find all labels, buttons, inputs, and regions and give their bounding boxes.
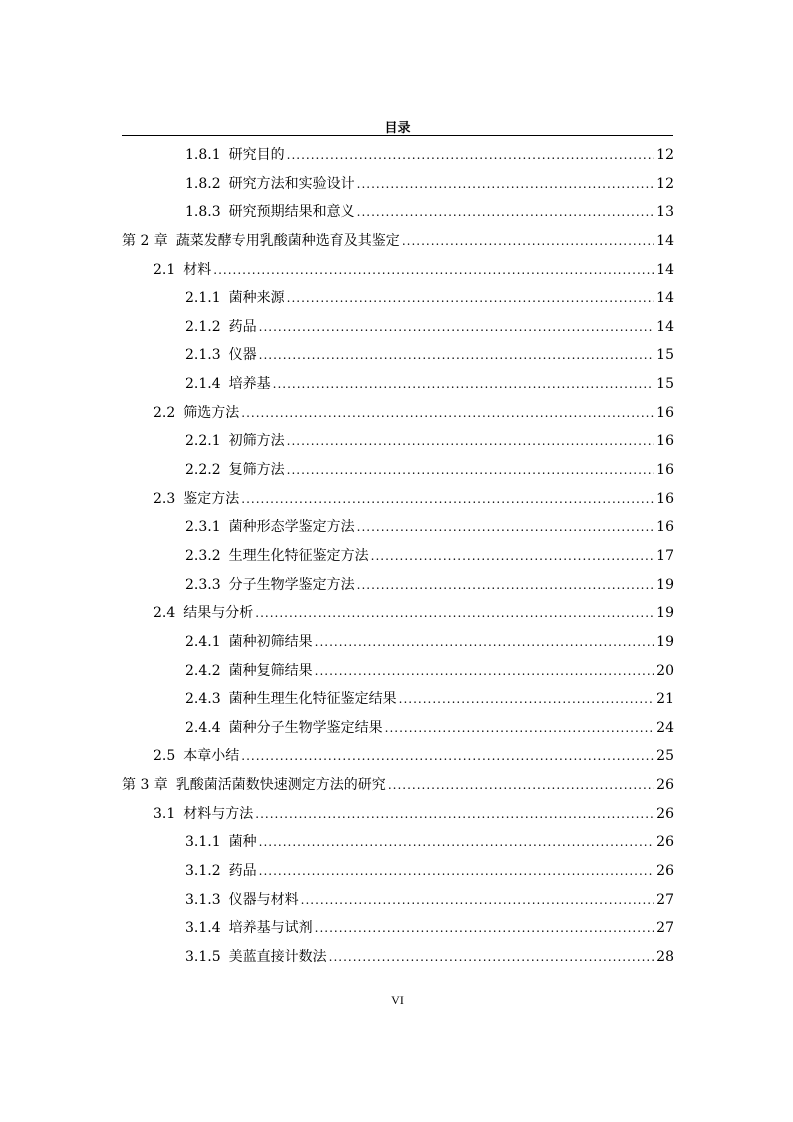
- toc-entry[interactable]: [122, 571, 674, 600]
- toc-entry[interactable]: [122, 914, 674, 943]
- toc-entry[interactable]: [122, 141, 674, 170]
- toc-entry-number: 1.8.3: [185, 204, 221, 221]
- toc-entry-page: 21: [656, 691, 674, 708]
- toc-entry-page: 25: [656, 748, 674, 765]
- toc-entry-page: 19: [656, 633, 674, 650]
- toc-dot-leader: [287, 284, 655, 313]
- toc-entry-title: 初筛方法: [228, 433, 285, 450]
- toc-dot-leader: [315, 628, 655, 657]
- toc-dot-leader: [241, 399, 654, 428]
- toc-entry[interactable]: [122, 513, 674, 542]
- toc-entry[interactable]: [122, 399, 674, 428]
- toc-entry-number: 2.4.1: [185, 633, 221, 650]
- toc-dot-leader: [259, 341, 655, 370]
- toc-dot-leader: [259, 857, 655, 886]
- toc-dot-leader: [388, 771, 654, 800]
- toc-entry[interactable]: [122, 227, 674, 256]
- toc-dot-leader: [357, 198, 655, 227]
- toc-dot-leader: [287, 456, 655, 485]
- toc-entry[interactable]: [122, 198, 674, 227]
- toc-entry-title: 菌种: [228, 834, 257, 851]
- toc-entry-title: 本章小结: [183, 748, 240, 765]
- toc-entry-page: 19: [656, 576, 674, 593]
- toc-entry[interactable]: [122, 542, 674, 571]
- toc-entry-number: 3.1.2: [185, 863, 221, 880]
- toc-entry-number: 2.3.3: [185, 576, 221, 593]
- page-header-title: 目录: [384, 121, 411, 136]
- toc-entry-number: 2.3: [153, 490, 176, 507]
- toc-entry-title: 仪器: [228, 347, 257, 364]
- toc-entry-number: 2.2.1: [185, 433, 221, 450]
- toc-entry-number: 3.1.5: [185, 948, 221, 965]
- toc-entry[interactable]: [122, 828, 674, 857]
- toc-entry-number: 3.1: [153, 805, 176, 822]
- toc-dot-leader: [213, 256, 654, 285]
- toc-entry-page: 16: [656, 462, 674, 479]
- toc-entry-number: 3.1.1: [185, 834, 221, 851]
- toc-entry-page: 14: [656, 290, 674, 307]
- toc-dot-leader: [329, 943, 655, 972]
- toc-entry-page: 14: [656, 261, 674, 278]
- toc-entry-page: 26: [656, 863, 674, 880]
- toc-entry[interactable]: [122, 256, 674, 285]
- toc-entry[interactable]: [122, 943, 674, 972]
- toc-entry-title: 结果与分析: [183, 605, 254, 622]
- toc-entry-number: 3.1.3: [185, 891, 221, 908]
- toc-entry-title: 研究方法和实验设计: [228, 175, 355, 192]
- toc-entry-number: 2.1: [153, 261, 176, 278]
- toc-entry-number: 2.4.2: [185, 662, 221, 679]
- toc-entry-number: 2.4.3: [185, 691, 221, 708]
- toc-dot-leader: [287, 427, 655, 456]
- toc-entry-page: 13: [656, 204, 674, 221]
- toc-entry-title: 药品: [228, 863, 257, 880]
- toc-dot-leader: [371, 542, 655, 571]
- toc-entry-number: 3.1.4: [185, 920, 221, 937]
- toc-dot-leader: [273, 370, 655, 399]
- toc-entry-number: 2.1.2: [185, 318, 221, 335]
- toc-entry-title: 研究预期结果和意义: [228, 204, 355, 221]
- toc-entry-title: 材料: [183, 261, 212, 278]
- table-of-contents: [122, 141, 674, 972]
- toc-entry-number: 1.8.2: [185, 175, 221, 192]
- header-divider: [122, 135, 673, 136]
- toc-entry-title: 菌种生理生化特征鉴定结果: [228, 691, 397, 708]
- toc-dot-leader: [287, 141, 655, 170]
- toc-entry[interactable]: [122, 313, 674, 342]
- toc-entry-number: 2.1.1: [185, 290, 221, 307]
- toc-dot-leader: [357, 170, 655, 199]
- toc-entry-number: 2.1.4: [185, 376, 221, 393]
- toc-entry[interactable]: [122, 800, 674, 829]
- toc-entry-page: 17: [656, 547, 674, 564]
- toc-entry-page: 27: [656, 920, 674, 937]
- toc-dot-leader: [241, 742, 654, 771]
- toc-entry-page: 16: [656, 519, 674, 536]
- toc-entry-page: 20: [656, 662, 674, 679]
- toc-entry[interactable]: [122, 456, 674, 485]
- toc-entry[interactable]: [122, 170, 674, 199]
- toc-entry-page: 16: [656, 433, 674, 450]
- toc-entry-page: 24: [656, 719, 674, 736]
- toc-entry-page: 15: [656, 347, 674, 364]
- toc-entry-number: 2.2.2: [185, 462, 221, 479]
- toc-entry-number: 2.1.3: [185, 347, 221, 364]
- toc-entry[interactable]: [122, 657, 674, 686]
- toc-entry-title: 培养基: [228, 376, 271, 393]
- toc-entry-title: 菌种分子生物学鉴定结果: [228, 719, 383, 736]
- toc-entry[interactable]: [122, 485, 674, 514]
- toc-dot-leader: [259, 313, 655, 342]
- toc-entry[interactable]: [122, 628, 674, 657]
- toc-entry[interactable]: [122, 742, 674, 771]
- toc-entry[interactable]: [122, 370, 674, 399]
- toc-entry-title: 研究目的: [228, 147, 285, 163]
- toc-entry-number: 第 3 章: [122, 777, 168, 794]
- toc-entry-page: 12: [656, 175, 674, 192]
- toc-entry-number: 2.2: [153, 404, 176, 421]
- toc-entry-page: 19: [656, 605, 674, 622]
- toc-entry-title: 生理生化特征鉴定方法: [228, 547, 369, 564]
- toc-entry-title: 鉴定方法: [183, 490, 240, 507]
- toc-entry-page: 27: [656, 891, 674, 908]
- toc-dot-leader: [385, 714, 655, 743]
- toc-entry-title: 材料与方法: [183, 805, 254, 822]
- toc-dot-leader: [255, 800, 654, 829]
- toc-dot-leader: [241, 485, 654, 514]
- toc-dot-leader: [399, 685, 655, 714]
- toc-dot-leader: [315, 657, 655, 686]
- toc-entry-title: 菌种复筛结果: [228, 662, 313, 679]
- toc-entry-number: 1.8.1: [185, 147, 221, 163]
- toc-entry[interactable]: [122, 886, 674, 915]
- toc-dot-leader: [301, 886, 655, 915]
- toc-entry-title: 仪器与材料: [228, 891, 299, 908]
- toc-entry-title: 菌种来源: [228, 290, 285, 307]
- toc-entry[interactable]: [122, 341, 674, 370]
- toc-entry-title: 筛选方法: [183, 404, 240, 421]
- toc-entry-page: 12: [656, 147, 674, 163]
- page-number: VI: [391, 993, 404, 1007]
- toc-entry-number: 2.4: [153, 605, 176, 622]
- toc-entry-number: 2.4.4: [185, 719, 221, 736]
- toc-entry-title: 菌种形态学鉴定方法: [228, 519, 355, 536]
- toc-entry-page: 16: [656, 490, 674, 507]
- toc-entry-title: 分子生物学鉴定方法: [228, 576, 355, 593]
- toc-entry-page: 14: [656, 318, 674, 335]
- toc-entry-title: 美蓝直接计数法: [228, 948, 327, 965]
- toc-entry-title: 复筛方法: [228, 462, 285, 479]
- toc-dot-leader: [259, 828, 655, 857]
- toc-entry-page: 15: [656, 376, 674, 393]
- toc-entry-title: 菌种初筛结果: [228, 633, 313, 650]
- toc-entry-page: 26: [656, 805, 674, 822]
- toc-entry[interactable]: [122, 857, 674, 886]
- toc-dot-leader: [315, 914, 655, 943]
- toc-entry-number: 2.3.2: [185, 547, 221, 564]
- toc-entry-page: 16: [656, 404, 674, 421]
- toc-entry-page: 14: [656, 232, 674, 249]
- toc-entry-page: 26: [656, 777, 674, 794]
- toc-entry-page: 26: [656, 834, 674, 851]
- toc-entry-number: 第 2 章: [122, 232, 168, 249]
- toc-entry[interactable]: [122, 771, 674, 800]
- toc-entry-number: 2.5: [153, 748, 176, 765]
- toc-dot-leader: [255, 599, 654, 628]
- toc-entry[interactable]: [122, 427, 674, 456]
- toc-entry-title: 蔬菜发酵专用乳酸菌种选育及其鉴定: [175, 232, 400, 249]
- toc-entry-title: 培养基与试剂: [228, 920, 313, 937]
- toc-dot-leader: [357, 513, 655, 542]
- toc-entry[interactable]: [122, 284, 674, 313]
- toc-dot-leader: [357, 571, 655, 600]
- toc-entry-title: 药品: [228, 318, 257, 335]
- toc-entry[interactable]: [122, 599, 674, 628]
- toc-dot-leader: [402, 227, 654, 256]
- toc-entry-page: 28: [656, 948, 674, 965]
- toc-entry-number: 2.3.1: [185, 519, 221, 536]
- toc-entry-title: 乳酸菌活菌数快速测定方法的研究: [175, 777, 386, 794]
- toc-entry[interactable]: [122, 714, 674, 743]
- toc-entry[interactable]: [122, 685, 674, 714]
